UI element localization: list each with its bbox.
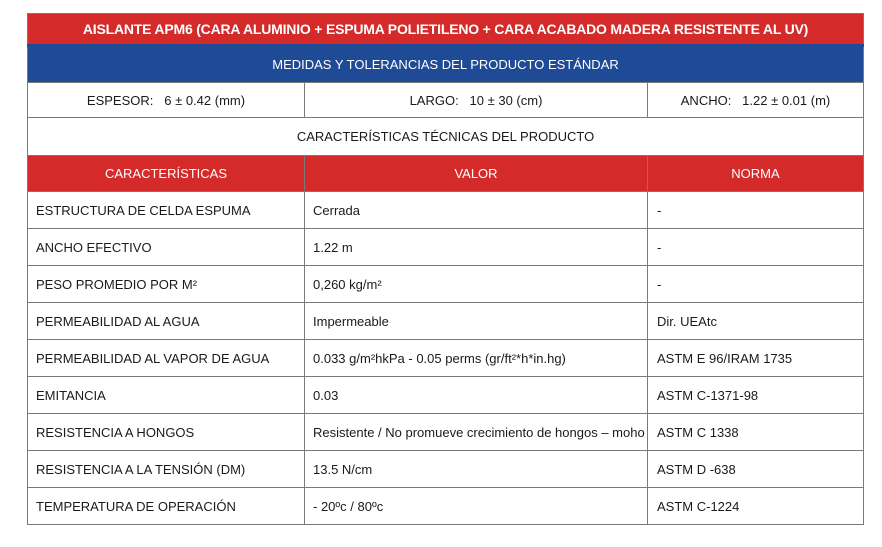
row-standard: ASTM D -638 xyxy=(648,451,864,488)
dimension-thickness xyxy=(28,83,305,118)
product-title: AISLANTE APM6 (CARA ALUMINIO + ESPUMA POLIETILENO + CARA ACABADO MADERA RESISTENTE AL UV) xyxy=(28,14,864,46)
row-standard: ASTM C 1338 xyxy=(648,414,864,451)
row-characteristic: RESISTENCIA A LA TENSIÓN (DM) xyxy=(28,451,305,488)
row-standard: - xyxy=(648,229,864,266)
row-characteristic: PERMEABILIDAD AL VAPOR DE AGUA xyxy=(28,340,305,377)
table-row xyxy=(28,377,864,414)
row-value: 0.033 g/m²hkPa - 0.05 perms (gr/ft²*h*in.hg) xyxy=(305,340,648,377)
column-header-characteristic: CARACTERÍSTICAS xyxy=(28,156,305,192)
row-standard: ASTM C-1371-98 xyxy=(648,377,864,414)
tech-header: CARACTERÍSTICAS TÉCNICAS DEL PRODUCTO xyxy=(28,118,864,156)
dimension-length xyxy=(305,83,648,118)
dimension-label: LARGO: xyxy=(409,92,459,108)
row-characteristic: EMITANCIA xyxy=(28,377,305,414)
dimension-value: 10 ± 30 (cm) xyxy=(469,92,543,108)
tech-section-row xyxy=(28,118,864,156)
dimension-label: ESPESOR: xyxy=(86,92,154,108)
measures-header: MEDIDAS Y TOLERANCIAS DEL PRODUCTO ESTÁNDAR xyxy=(28,46,864,83)
row-standard: - xyxy=(648,266,864,303)
row-value: 1.22 m xyxy=(305,229,648,266)
product-spec-sheet xyxy=(27,13,863,525)
column-header-row xyxy=(28,156,864,192)
dimensions-row xyxy=(28,83,864,118)
column-header-standard: NORMA xyxy=(648,156,864,192)
row-characteristic: RESISTENCIA A HONGOS xyxy=(28,414,305,451)
table-row xyxy=(28,488,864,525)
row-value: 0,260 kg/m² xyxy=(305,266,648,303)
row-characteristic: PERMEABILIDAD AL AGUA xyxy=(28,303,305,340)
row-standard: - xyxy=(648,192,864,229)
spec-table xyxy=(27,13,864,525)
row-value: Resistente / No promueve crecimiento de hongos – moho xyxy=(305,414,648,451)
row-value: 0.03 xyxy=(305,377,648,414)
row-value: - 20ºc / 80ºc xyxy=(305,488,648,525)
dimension-label: ANCHO: xyxy=(680,92,732,108)
row-standard: ASTM E 96/IRAM 1735 xyxy=(648,340,864,377)
row-characteristic: PESO PROMEDIO POR M² xyxy=(28,266,305,303)
dimension-value: 6 ± 0.42 (mm) xyxy=(164,92,246,108)
dimension-width xyxy=(648,83,864,118)
table-row xyxy=(28,303,864,340)
row-value: Cerrada xyxy=(305,192,648,229)
table-row xyxy=(28,192,864,229)
row-value: Impermeable xyxy=(305,303,648,340)
table-row xyxy=(28,451,864,488)
table-row xyxy=(28,266,864,303)
column-header-value: VALOR xyxy=(305,156,648,192)
title-row xyxy=(28,14,864,46)
row-standard: ASTM C-1224 xyxy=(648,488,864,525)
measures-row xyxy=(28,46,864,83)
table-row xyxy=(28,414,864,451)
table-row xyxy=(28,340,864,377)
row-characteristic: ESTRUCTURA DE CELDA ESPUMA xyxy=(28,192,305,229)
row-characteristic: ANCHO EFECTIVO xyxy=(28,229,305,266)
row-characteristic: TEMPERATURA DE OPERACIÓN xyxy=(28,488,305,525)
row-value: 13.5 N/cm xyxy=(305,451,648,488)
row-standard: Dir. UEAtc xyxy=(648,303,864,340)
dimension-value: 1.22 ± 0.01 (m) xyxy=(742,92,831,108)
table-row xyxy=(28,229,864,266)
